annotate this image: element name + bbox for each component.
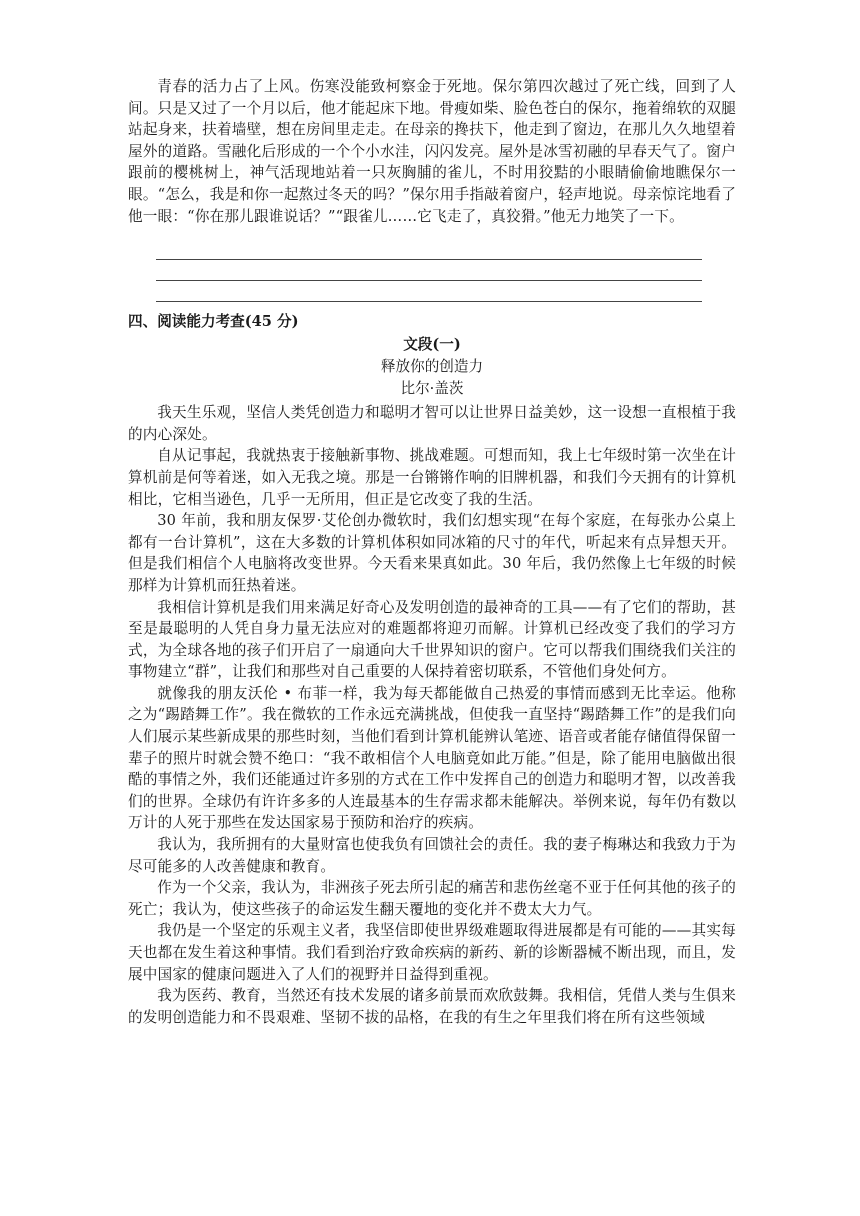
intro-paragraph: 青春的活力占了上风。伤寒没能致柯察金于死地。保尔第四次越过了死亡线，回到了人间。只是又过了一个月以后，他才能起床下地。骨瘦如柴、脸色苍白的保尔，拖着绵软的双腿站起身来，扶着墙壁，想在房间里走走。在母亲的搀扶下，他走到了窗边，在那儿久久地望着屋外的道路。雪融化后形成的一个个小水洼，闪闪发亮。屋外是冰雪初融的早春天气了。窗户跟前的樱桃树上，神气活现地站着一只灰胸脯的雀儿，不时用狡黠的小眼睛偷偷地瞧保尔一眼。“怎么，我是和你一起熬过冬天的吗？”保尔用手指敲着窗户，轻声地说。母亲惊诧地看了他一眼：“你在那儿跟谁说话？”“跟雀儿……它飞走了，真狡猾。”他无力地笑了一下。 (128, 78, 736, 225)
answer-line[interactable] (156, 281, 702, 302)
answer-line[interactable] (156, 239, 702, 260)
article-paragraph: 我仍是一个坚定的乐观主义者，我坚信即使世界级难题取得进展都是有可能的——其实每天也都在发生着这种事情。我们看到治疗致命疾病的新药、新的诊断器械不断出现，而且，发展中国家的健康问题进入了人们的视野并日益得到重视。 (128, 922, 736, 983)
article-paragraph: 我认为，我所拥有的大量财富也使我负有回馈社会的责任。我的妻子梅琳达和我致力于为尽可能多的人改善健康和教育。 (128, 836, 736, 875)
article-paragraph: 作为一个父亲，我认为，非洲孩子死去所引起的痛苦和悲伤丝毫不亚于任何其他的孩子的死亡；我认为，使这些孩子的命运发生翻天覆地的变化并不费太大力气。 (128, 879, 736, 918)
article-paragraph: 30 年前，我和朋友保罗·艾伦创办微软时，我们幻想实现“在每个家庭，在每张办公桌上都有一台计算机”，这在大多数的计算机体积如同冰箱的尺寸的年代，听起来有点异想天开。但是我们相信个人电脑将改变世界。今天看来果真如此。30 年后，我仍然像上七年级的时候那样为计算机而狂热着迷。 (128, 512, 736, 594)
article-paragraph: 我天生乐观，坚信人类凭创造力和聪明才智可以让世界日益美妙，这一设想一直根植于我的内心深处。 (128, 404, 736, 443)
answer-line[interactable] (156, 260, 702, 281)
article-author: 比尔·盖茨 (400, 380, 464, 398)
article-paragraph: 我相信计算机是我们用来满足好奇心及发明创造的最神奇的工具——有了它们的帮助，甚至是最聪明的人凭自身力量无法应对的难题都将迎刃而解。计算机已经改变了我们的学习方式，为全球各地的孩子们开启了一扇通向大千世界知识的窗户。它可以帮我们围绕我们关注的事物建立“群”，让我们和那些对自己重要的人保持着密切联系，不管他们身处何方。 (128, 598, 736, 681)
passage-label: 文段(一) (403, 336, 461, 354)
article-title: 释放你的创造力 (380, 358, 484, 376)
answer-lines (156, 239, 702, 302)
section-heading: 四、阅读能力考查(45 分) (128, 313, 299, 331)
article-body (128, 402, 736, 1028)
article-paragraph: 就像我的朋友沃伦 • 布菲一样，我为每天都能做自己热爱的事情而感到无比幸运。他称之为“踢踏舞工作”。我在微软的工作永远充满挑战，但使我一直坚持“踢踏舞工作”的是我们向人们展示某些新成果的那些时刻，当他们看到计算机能辨认笔迹、语音或者能存储值得保留一辈子的照片时就会赞不绝口：“我不敢相信个人电脑竟如此万能。”但是，除了能用电脑做出很酷的事情之外，我们还能通过许多别的方式在工作中发挥自己的创造力和聪明才智，以改善我们的世界。全球仍有许许多多的人连最基本的生存需求都未能解决。举例来说，每年仍有数以万计的人死于那些在发达国家易于预防和治疗的疾病。 (128, 684, 736, 832)
article-paragraph: 自从记事起，我就热衷于接触新事物、挑战难题。可想而知，我上七年级时第一次坐在计算机前是何等着迷，如入无我之境。那是一台锵锵作响的旧牌机器，和我们今天拥有的计算机相比，它相当逊色，几乎一无所用，但正是它改变了我的生活。 (128, 447, 736, 508)
article-paragraph: 我为医药、教育，当然还有技术发展的诸多前景而欢欣鼓舞。我相信，凭借人类与生俱来的发明创造能力和不畏艰难、坚韧不拔的品格，在我的有生之年里我们将在所有这些领域 (128, 987, 736, 1026)
